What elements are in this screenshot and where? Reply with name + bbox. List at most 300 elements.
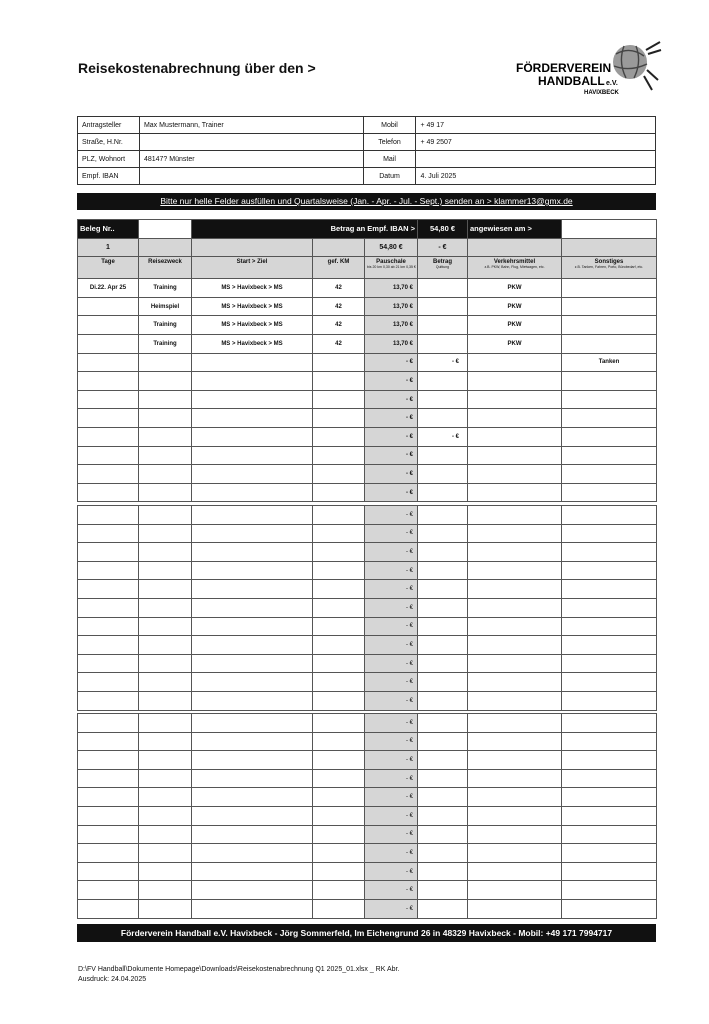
betrag-cell[interactable] — [418, 316, 468, 335]
pauschale-cell: - € — [365, 714, 418, 733]
km-cell[interactable]: 42 — [313, 297, 365, 316]
start-ziel-cell[interactable] — [192, 598, 313, 617]
sonstiges-cell[interactable] — [562, 316, 657, 335]
km-cell[interactable] — [313, 372, 365, 391]
sonstiges-cell[interactable] — [562, 654, 657, 673]
km-cell[interactable] — [313, 598, 365, 617]
betrag-cell[interactable] — [418, 844, 468, 863]
verkehrsmittel-cell[interactable] — [468, 825, 562, 844]
sonstiges-cell[interactable] — [562, 769, 657, 788]
verkehrsmittel-cell[interactable] — [468, 881, 562, 900]
betrag-cell[interactable] — [418, 334, 468, 353]
sonstiges-cell[interactable] — [562, 427, 657, 446]
betrag-cell[interactable]: - € — [418, 427, 468, 446]
betrag-cell[interactable] — [418, 465, 468, 484]
verkehrsmittel-cell[interactable] — [468, 862, 562, 881]
start-ziel-cell[interactable] — [192, 580, 313, 599]
verkehrsmittel-cell[interactable] — [468, 714, 562, 733]
betrag-cell[interactable] — [418, 580, 468, 599]
betrag-cell[interactable] — [418, 409, 468, 428]
reisezweck-cell[interactable] — [139, 617, 192, 636]
verkehrsmittel-cell[interactable]: PKW — [468, 279, 562, 298]
iban-field[interactable] — [139, 168, 363, 185]
reisezweck-cell[interactable] — [139, 844, 192, 863]
plz-field[interactable]: 48147? Münster — [139, 151, 363, 168]
reisezweck-cell[interactable] — [139, 353, 192, 372]
sonstiges-cell[interactable] — [562, 409, 657, 428]
km-cell[interactable] — [313, 524, 365, 543]
start-ziel-cell[interactable] — [192, 844, 313, 863]
pauschale-cell: - € — [365, 732, 418, 751]
table-row — [78, 862, 657, 881]
tage-cell[interactable] — [78, 297, 139, 316]
verkehrsmittel-cell[interactable] — [468, 617, 562, 636]
sonstiges-cell[interactable] — [562, 881, 657, 900]
reisezweck-cell[interactable]: Heimspiel — [139, 297, 192, 316]
km-cell[interactable] — [313, 806, 365, 825]
start-ziel-cell[interactable] — [192, 654, 313, 673]
tage-cell[interactable] — [78, 673, 139, 692]
reisezweck-cell[interactable] — [139, 769, 192, 788]
tage-cell[interactable] — [78, 598, 139, 617]
sonstiges-cell[interactable] — [562, 465, 657, 484]
reisezweck-cell[interactable] — [139, 598, 192, 617]
betrag-cell[interactable] — [418, 617, 468, 636]
start-ziel-cell[interactable]: MS > Havixbeck > MS — [192, 279, 313, 298]
pauschale-cell: 13,70 € — [365, 297, 418, 316]
tage-cell[interactable] — [78, 372, 139, 391]
start-ziel-cell[interactable] — [192, 506, 313, 525]
verkehrsmittel-cell[interactable] — [468, 732, 562, 751]
betrag-cell[interactable] — [418, 825, 468, 844]
sonstiges-cell[interactable] — [562, 279, 657, 298]
col-reisezweck: Reisezweck — [139, 257, 192, 279]
tage-cell[interactable] — [78, 714, 139, 733]
reisezweck-cell[interactable] — [139, 825, 192, 844]
start-ziel-cell[interactable] — [192, 751, 313, 770]
betrag-cell[interactable] — [418, 751, 468, 770]
tage-cell[interactable] — [78, 862, 139, 881]
start-ziel-cell[interactable] — [192, 561, 313, 580]
sonstiges-cell[interactable] — [562, 636, 657, 655]
verkehrsmittel-cell[interactable] — [468, 543, 562, 562]
tage-cell[interactable] — [78, 844, 139, 863]
table-row — [78, 506, 657, 525]
km-cell[interactable] — [313, 825, 365, 844]
sonstiges-cell[interactable] — [562, 691, 657, 710]
betrag-cell[interactable] — [418, 732, 468, 751]
table-row — [78, 446, 657, 465]
sonstiges-cell[interactable] — [562, 580, 657, 599]
pauschale-cell: - € — [365, 372, 418, 391]
verkehrsmittel-cell[interactable] — [468, 580, 562, 599]
tage-cell[interactable] — [78, 769, 139, 788]
pauschale-cell: - € — [365, 751, 418, 770]
verkehrsmittel-cell[interactable] — [468, 751, 562, 770]
iban-label: Empf. IBAN — [78, 168, 140, 185]
verkehrsmittel-cell[interactable] — [468, 899, 562, 918]
verkehrsmittel-cell[interactable] — [468, 844, 562, 863]
col-km: gef. KM — [313, 257, 365, 279]
reisezweck-cell[interactable] — [139, 636, 192, 655]
sonstiges-cell[interactable] — [562, 561, 657, 580]
betrag-cell[interactable] — [418, 598, 468, 617]
start-ziel-cell[interactable] — [192, 825, 313, 844]
sonstiges-cell[interactable] — [562, 806, 657, 825]
telefon-field[interactable]: + 49 2507 — [416, 134, 656, 151]
tage-cell[interactable] — [78, 636, 139, 655]
verkehrsmittel-cell[interactable] — [468, 524, 562, 543]
betrag-cell[interactable] — [418, 390, 468, 409]
pauschale-cell: - € — [365, 524, 418, 543]
sonstiges-cell[interactable] — [562, 673, 657, 692]
sonstiges-cell[interactable] — [562, 899, 657, 918]
verkehrsmittel-cell[interactable] — [468, 673, 562, 692]
start-ziel-cell[interactable]: MS > Havixbeck > MS — [192, 297, 313, 316]
sonstiges-cell[interactable] — [562, 506, 657, 525]
betrag-cell[interactable] — [418, 806, 468, 825]
table-row — [78, 465, 657, 484]
tage-cell[interactable] — [78, 788, 139, 807]
col-sonstiges: Sonstiges z.B. Tanken, Fahren, Porto, Bürobedarf, etc. — [562, 257, 657, 279]
km-cell[interactable] — [313, 862, 365, 881]
betrag-cell[interactable] — [418, 691, 468, 710]
betrag-cell[interactable] — [418, 788, 468, 807]
tage-cell[interactable] — [78, 334, 139, 353]
beleg-spacer — [139, 220, 192, 239]
start-ziel-cell[interactable] — [192, 465, 313, 484]
verkehrsmittel-cell[interactable] — [468, 390, 562, 409]
table-row — [78, 806, 657, 825]
tage-cell[interactable] — [78, 751, 139, 770]
start-ziel-cell[interactable] — [192, 862, 313, 881]
start-ziel-cell[interactable] — [192, 524, 313, 543]
reisezweck-cell[interactable] — [139, 543, 192, 562]
pauschale-cell: - € — [365, 769, 418, 788]
verkehrsmittel-cell[interactable] — [468, 561, 562, 580]
verkehrsmittel-cell[interactable] — [468, 788, 562, 807]
km-cell[interactable] — [313, 769, 365, 788]
reisezweck-cell[interactable] — [139, 580, 192, 599]
summary-gray-5 — [562, 238, 657, 257]
sonstiges-cell[interactable] — [562, 372, 657, 391]
betrag-cell[interactable] — [418, 714, 468, 733]
betrag-cell[interactable] — [418, 881, 468, 900]
sonstiges-cell[interactable] — [562, 543, 657, 562]
km-cell[interactable] — [313, 427, 365, 446]
verkehrsmittel-cell[interactable] — [468, 446, 562, 465]
reisezweck-cell[interactable] — [139, 714, 192, 733]
datum-field[interactable]: 4. Juli 2025 — [416, 168, 656, 185]
tage-cell[interactable] — [78, 543, 139, 562]
tage-cell[interactable] — [78, 732, 139, 751]
tage-cell[interactable] — [78, 899, 139, 918]
col-pauschale: Pauschale bis 20 km 0,30 ab 21 km 0,35 € — [365, 257, 418, 279]
betrag-cell[interactable] — [418, 372, 468, 391]
km-cell[interactable] — [313, 844, 365, 863]
sonstiges-cell[interactable] — [562, 390, 657, 409]
reisezweck-cell[interactable] — [139, 691, 192, 710]
table-row — [78, 844, 657, 863]
page-title: Reisekostenabrechnung über den > — [78, 60, 316, 76]
start-ziel-cell[interactable] — [192, 446, 313, 465]
start-ziel-cell[interactable] — [192, 673, 313, 692]
betrag-cell[interactable] — [418, 524, 468, 543]
tage-cell[interactable] — [78, 580, 139, 599]
summary-gray-3 — [313, 238, 365, 257]
start-ziel-cell[interactable] — [192, 691, 313, 710]
betrag-cell[interactable] — [418, 543, 468, 562]
betrag-cell[interactable] — [418, 561, 468, 580]
start-ziel-cell[interactable]: MS > Havixbeck > MS — [192, 316, 313, 335]
start-ziel-cell[interactable] — [192, 543, 313, 562]
col-verkehrsmittel: Verkehrsmittel z.B. PKW, Bahn, Flug, Mietwagen, etc. — [468, 257, 562, 279]
pauschale-cell: 13,70 € — [365, 334, 418, 353]
reisezweck-cell[interactable] — [139, 446, 192, 465]
tage-cell[interactable] — [78, 446, 139, 465]
km-cell[interactable] — [313, 691, 365, 710]
tage-cell[interactable] — [78, 691, 139, 710]
antragsteller-field[interactable]: Max Mustermann, Trainer — [139, 117, 363, 134]
km-cell[interactable] — [313, 899, 365, 918]
reisezweck-cell[interactable] — [139, 881, 192, 900]
sonstiges-cell[interactable] — [562, 617, 657, 636]
reisezweck-cell[interactable] — [139, 483, 192, 502]
pauschale-cell: - € — [365, 598, 418, 617]
start-ziel-cell[interactable] — [192, 427, 313, 446]
betrag-cell[interactable] — [418, 654, 468, 673]
betrag-iban-value: 54,80 € — [418, 220, 468, 239]
sonstiges-cell[interactable] — [562, 788, 657, 807]
start-ziel-cell[interactable] — [192, 899, 313, 918]
tage-cell[interactable] — [78, 654, 139, 673]
km-cell[interactable] — [313, 506, 365, 525]
start-ziel-cell[interactable] — [192, 732, 313, 751]
verkehrsmittel-cell[interactable]: PKW — [468, 334, 562, 353]
reisezweck-cell[interactable] — [139, 862, 192, 881]
reisezweck-cell[interactable]: Training — [139, 334, 192, 353]
verkehrsmittel-cell[interactable] — [468, 506, 562, 525]
pauschale-cell: - € — [365, 617, 418, 636]
sonstiges-cell[interactable] — [562, 598, 657, 617]
sonstiges-cell[interactable] — [562, 825, 657, 844]
betrag-cell[interactable] — [418, 673, 468, 692]
file-path: D:\FV Handball\Dokumente Homepage\Downloads\Reisekostenabrechnung Q1 2025_01.xlsx _ RK Abr. — [78, 966, 400, 973]
sonstiges-cell[interactable]: Tanken — [562, 353, 657, 372]
start-ziel-cell[interactable] — [192, 353, 313, 372]
svg-text:HANDBALL: HANDBALL — [538, 74, 605, 88]
pauschale-cell: - € — [365, 506, 418, 525]
start-ziel-cell[interactable] — [192, 769, 313, 788]
tage-cell[interactable] — [78, 825, 139, 844]
start-ziel-cell[interactable]: MS > Havixbeck > MS — [192, 334, 313, 353]
betrag-cell[interactable] — [418, 297, 468, 316]
verkehrsmittel-cell[interactable] — [468, 654, 562, 673]
reisezweck-cell[interactable] — [139, 524, 192, 543]
tage-cell[interactable] — [78, 390, 139, 409]
table-row — [78, 769, 657, 788]
pauschale-cell: - € — [365, 806, 418, 825]
tage-cell[interactable] — [78, 524, 139, 543]
sonstiges-cell[interactable] — [562, 714, 657, 733]
betrag-cell[interactable] — [418, 279, 468, 298]
start-ziel-cell[interactable] — [192, 806, 313, 825]
strasse-field[interactable] — [139, 134, 363, 151]
verkehrsmittel-cell[interactable] — [468, 769, 562, 788]
pauschale-cell: - € — [365, 483, 418, 502]
km-cell[interactable] — [313, 732, 365, 751]
km-cell[interactable]: 42 — [313, 279, 365, 298]
reisezweck-cell[interactable] — [139, 372, 192, 391]
km-cell[interactable] — [313, 788, 365, 807]
verkehrsmittel-cell[interactable] — [468, 806, 562, 825]
tage-cell[interactable] — [78, 409, 139, 428]
km-cell[interactable] — [313, 751, 365, 770]
km-cell[interactable] — [313, 409, 365, 428]
tage-cell[interactable] — [78, 353, 139, 372]
reisezweck-cell[interactable] — [139, 732, 192, 751]
start-ziel-cell[interactable] — [192, 617, 313, 636]
reisezweck-cell[interactable] — [139, 788, 192, 807]
sonstiges-cell[interactable] — [562, 732, 657, 751]
table-row — [78, 372, 657, 391]
km-cell[interactable] — [313, 636, 365, 655]
verkehrsmittel-cell[interactable] — [468, 483, 562, 502]
betrag-cell[interactable] — [418, 862, 468, 881]
km-cell[interactable]: 42 — [313, 316, 365, 335]
print-date: Ausdruck: 24.04.2025 — [78, 976, 147, 983]
pauschale-cell: - € — [365, 844, 418, 863]
tage-cell[interactable] — [78, 465, 139, 484]
km-cell[interactable] — [313, 465, 365, 484]
tage-cell[interactable] — [78, 881, 139, 900]
betrag-cell[interactable] — [418, 446, 468, 465]
handball-logo-icon — [510, 40, 662, 100]
start-ziel-cell[interactable] — [192, 881, 313, 900]
reisezweck-cell[interactable] — [139, 654, 192, 673]
km-cell[interactable] — [313, 714, 365, 733]
start-ziel-cell[interactable] — [192, 372, 313, 391]
start-ziel-cell[interactable] — [192, 390, 313, 409]
sonstiges-cell[interactable] — [562, 751, 657, 770]
tage-cell[interactable] — [78, 806, 139, 825]
sonstiges-cell[interactable] — [562, 483, 657, 502]
reisezweck-cell[interactable] — [139, 806, 192, 825]
km-cell[interactable] — [313, 543, 365, 562]
betrag-cell[interactable] — [418, 506, 468, 525]
mail-label: Mail — [363, 151, 416, 168]
km-cell[interactable] — [313, 390, 365, 409]
km-cell[interactable]: 42 — [313, 334, 365, 353]
angewiesen-field[interactable] — [562, 220, 657, 239]
km-cell[interactable] — [313, 881, 365, 900]
reisezweck-cell[interactable] — [139, 506, 192, 525]
km-cell[interactable] — [313, 617, 365, 636]
table-row — [78, 427, 657, 446]
km-cell[interactable] — [313, 654, 365, 673]
start-ziel-cell[interactable] — [192, 409, 313, 428]
tage-cell[interactable] — [78, 483, 139, 502]
table-row — [78, 691, 657, 710]
betrag-cell[interactable] — [418, 636, 468, 655]
tage-cell[interactable] — [78, 506, 139, 525]
reisezweck-cell[interactable] — [139, 751, 192, 770]
km-cell[interactable] — [313, 673, 365, 692]
tage-cell[interactable] — [78, 617, 139, 636]
reisezweck-cell[interactable] — [139, 899, 192, 918]
pauschale-cell: - € — [365, 409, 418, 428]
start-ziel-cell[interactable] — [192, 788, 313, 807]
reisezweck-cell[interactable] — [139, 465, 192, 484]
mobil-label: Mobil — [363, 117, 416, 134]
reisezweck-cell[interactable] — [139, 409, 192, 428]
reisezweck-cell[interactable]: Training — [139, 279, 192, 298]
sonstiges-cell[interactable] — [562, 844, 657, 863]
verkehrsmittel-cell[interactable] — [468, 353, 562, 372]
start-ziel-cell[interactable] — [192, 636, 313, 655]
verkehrsmittel-cell[interactable]: PKW — [468, 316, 562, 335]
reisezweck-cell[interactable] — [139, 427, 192, 446]
verkehrsmittel-cell[interactable] — [468, 465, 562, 484]
sonstiges-cell[interactable] — [562, 524, 657, 543]
mail-field[interactable] — [416, 151, 656, 168]
verkehrsmittel-cell[interactable] — [468, 372, 562, 391]
pauschale-cell: - € — [365, 465, 418, 484]
betrag-cell[interactable] — [418, 483, 468, 502]
reisezweck-cell[interactable] — [139, 673, 192, 692]
instruction-bar: Bitte nur helle Felder ausfüllen und Quartalsweise (Jan. - Apr. - Jul. - Sept.) senden an > klammer13@gmx.de — [77, 193, 656, 210]
tage-cell[interactable] — [78, 427, 139, 446]
sonstiges-cell[interactable] — [562, 446, 657, 465]
verkehrsmittel-cell[interactable] — [468, 409, 562, 428]
table-row — [78, 654, 657, 673]
verkehrsmittel-cell[interactable]: PKW — [468, 297, 562, 316]
table-row — [78, 751, 657, 770]
betrag-cell[interactable]: - € — [418, 353, 468, 372]
reisezweck-cell[interactable] — [139, 561, 192, 580]
beleg-label: Beleg Nr.. — [78, 220, 139, 239]
sonstiges-cell[interactable] — [562, 862, 657, 881]
km-cell[interactable] — [313, 446, 365, 465]
sonstiges-cell[interactable] — [562, 334, 657, 353]
km-cell[interactable] — [313, 353, 365, 372]
betrag-cell[interactable] — [418, 769, 468, 788]
km-cell[interactable] — [313, 580, 365, 599]
verkehrsmittel-cell[interactable] — [468, 691, 562, 710]
reisezweck-cell[interactable] — [139, 390, 192, 409]
start-ziel-cell[interactable] — [192, 483, 313, 502]
verkehrsmittel-cell[interactable] — [468, 427, 562, 446]
verkehrsmittel-cell[interactable] — [468, 636, 562, 655]
pauschale-cell: 13,70 € — [365, 316, 418, 335]
tage-cell[interactable] — [78, 316, 139, 335]
betrag-total: - € — [418, 238, 468, 257]
strasse-label: Straße, H.Nr. — [78, 134, 140, 151]
verkehrsmittel-cell[interactable] — [468, 598, 562, 617]
start-ziel-cell[interactable] — [192, 714, 313, 733]
km-cell[interactable] — [313, 483, 365, 502]
sonstiges-cell[interactable] — [562, 297, 657, 316]
table-row — [78, 561, 657, 580]
mobil-field[interactable]: + 49 17 — [416, 117, 656, 134]
betrag-cell[interactable] — [418, 899, 468, 918]
reisezweck-cell[interactable]: Training — [139, 316, 192, 335]
km-cell[interactable] — [313, 561, 365, 580]
tage-cell[interactable] — [78, 561, 139, 580]
tage-cell[interactable]: Di.22. Apr 25 — [78, 279, 139, 298]
betrag-iban-label: Betrag an Empf. IBAN > — [192, 220, 418, 239]
pauschale-cell: - € — [365, 673, 418, 692]
